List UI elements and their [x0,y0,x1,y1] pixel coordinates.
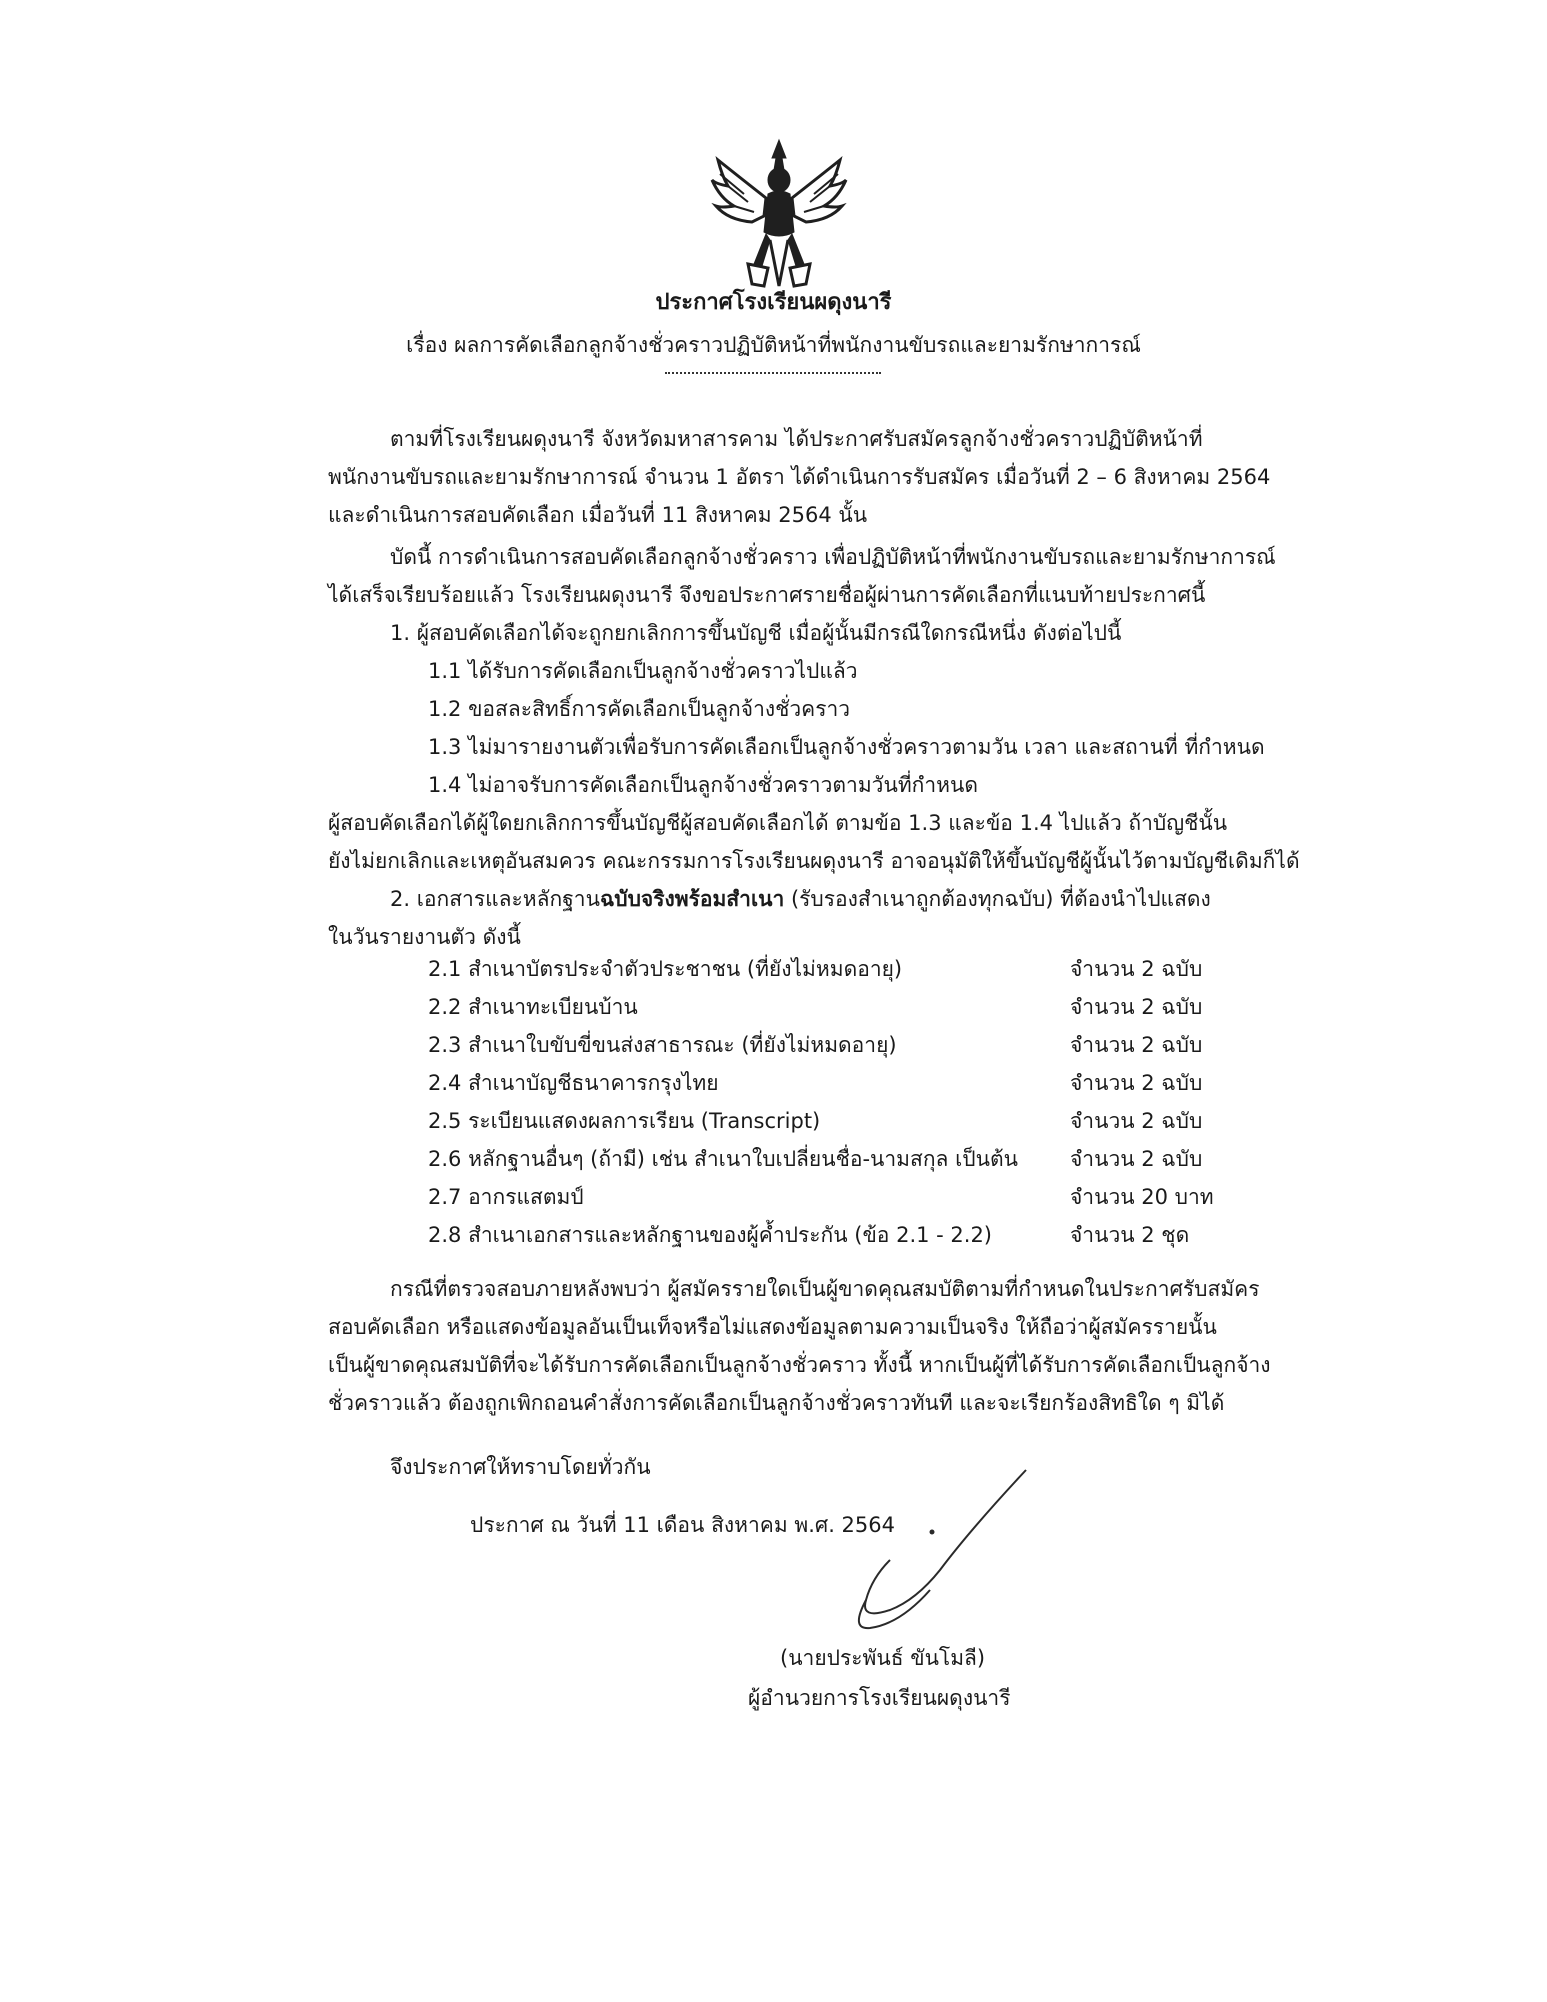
paragraph-now [328,538,1276,614]
announcement-subject: เรื่อง ผลการคัดเลือกลูกจ้างชั่วคราวปฏิบัติหน้าที่พนักงานขับรถและยามรักษาการณ์ [406,333,1141,357]
list-item [328,1216,1258,1254]
section-1 [328,614,1300,956]
list-item [328,1102,1258,1140]
doc-qty: จำนวน 2 ฉบับ [1070,995,1203,1019]
doc-qty: จำนวน 2 ชุด [1070,1223,1190,1247]
doc-label: 2.3 สำเนาใบขับขี่ขนส่งสาธารณะ (ที่ยังไม่หมดอายุ) [428,1033,897,1057]
section-2-heading-prefix: 2. เอกสารและหลักฐาน [390,887,600,911]
doc-label: 2.4 สำเนาบัญชีธนาคารกรุงไทย [428,1071,719,1095]
section-2-heading-bold: ฉบับจริงพร้อมสำเนา [599,887,785,911]
doc-qty: จำนวน 2 ฉบับ [1070,1147,1203,1171]
doc-label: 2.1 สำเนาบัตรประจำตัวประชาชน (ที่ยังไม่หมดอายุ) [428,957,903,981]
list-item [328,988,1258,1026]
announce-line: จึงประกาศให้ทราบโดยทั่วกัน [390,1455,651,1479]
text-line: บัดนี้ การดำเนินการสอบคัดเลือกลูกจ้างชั่วคราว เพื่อปฏิบัติหน้าที่พนักงานขับรถและยามรักษาการณ์ [390,545,1276,569]
doc-qty: จำนวน 20 บาท [1070,1185,1214,1209]
text-line: ตามที่โรงเรียนผดุงนารี จังหวัดมหาสารคาม ได้ประกาศรับสมัครลูกจ้างชั่วคราวปฏิบัติหน้าที่ [390,427,1203,451]
doc-label: 2.8 สำเนาเอกสารและหลักฐานของผู้ค้ำประกัน (ข้อ 2.1 - 2.2) [428,1223,992,1247]
doc-label: 2.6 หลักฐานอื่นๆ (ถ้ามี) เช่น สำเนาใบเปลี่ยนชื่อ-นามสกุล เป็นต้น [428,1147,1018,1171]
text-line: และดำเนินการสอบคัดเลือก เมื่อวันที่ 11 สิงหาคม 2564 นั้น [328,503,868,527]
doc-label: 2.5 ระเบียนแสดงผลการเรียน (Transcript) [428,1109,821,1133]
signer-name: (นายประพันธ์ ขันโมลี) [780,1646,986,1670]
list-item: 1.1 ได้รับการคัดเลือกเป็นลูกจ้างชั่วคราวไปแล้ว [428,659,858,683]
list-item [328,1178,1258,1216]
text-line: กรณีที่ตรวจสอบภายหลังพบว่า ผู้สมัครรายใดเป็นผู้ขาดคุณสมบัติตามที่กำหนดในประกาศรับสมัคร [390,1277,1260,1301]
text-line: พนักงานขับรถและยามรักษาการณ์ จำนวน 1 อัตรา ได้ดำเนินการรับสมัคร เมื่อวันที่ 2 – 6 สิงหาคม 2564 [328,465,1271,489]
doc-qty: จำนวน 2 ฉบับ [1070,1033,1203,1057]
text-line: สอบคัดเลือก หรือแสดงข้อมูลอันเป็นเท็จหรือไม่แสดงข้อมูลตามความเป็นจริง ให้ถือว่าผู้สมัครรายนั้น [328,1315,1217,1339]
section-2-heading-suffix: (รับรองสำเนาถูกต้องทุกฉบับ) ที่ต้องนำไปแสดง [784,887,1211,911]
signer-title: ผู้อำนวยการโรงเรียนผดุงนารี [748,1686,1011,1710]
paragraph-disqualification [328,1270,1271,1422]
text-line: ได้เสร็จเรียบร้อยแล้ว โรงเรียนผดุงนารี จึงขอประกาศรายชื่อผู้ผ่านการคัดเลือกที่แนบท้ายประกาศนี้ [328,583,1206,607]
section-1-heading: 1. ผู้สอบคัดเลือกได้จะถูกยกเลิกการขึ้นบัญชี เมื่อผู้นั้นมีกรณีใดกรณีหนึ่ง ดังต่อไปนี้ [390,621,1122,645]
section-1-note: ผู้สอบคัดเลือกได้ผู้ใดยกเลิกการขึ้นบัญชีผู้สอบคัดเลือกได้ ตามข้อ 1.3 และข้อ 1.4 ไปแล้ว ถ้าบัญชีนั้น [328,811,1228,835]
list-item: 1.3 ไม่มารายงานตัวเพื่อรับการคัดเลือกเป็นลูกจ้างชั่วคราวตามวัน เวลา และสถานที่ ที่กำหนด [428,735,1265,759]
paragraph-intro [328,420,1271,534]
doc-label: 2.2 สำเนาทะเบียนบ้าน [428,995,638,1019]
list-item: 1.2 ขอสละสิทธิ์การคัดเลือกเป็นลูกจ้างชั่วคราว [428,697,851,721]
list-item: 1.4 ไม่อาจรับการคัดเลือกเป็นลูกจ้างชั่วคราวตามวันที่กำหนด [428,773,978,797]
section-1-note: ยังไม่ยกเลิกและเหตุอันสมควร คณะกรรมการโรงเรียนผดุงนารี อาจอนุมัติให้ขึ้นบัญชีผู้นั้นไว้ตามบัญชีเดิมก็ได้ [328,849,1300,873]
doc-qty: จำนวน 2 ฉบับ [1070,1071,1203,1095]
doc-qty: จำนวน 2 ฉบับ [1070,1109,1203,1133]
doc-label: 2.7 อากรแสตมป์ [428,1185,584,1209]
list-item [328,1064,1258,1102]
text-line: เป็นผู้ขาดคุณสมบัติที่จะได้รับการคัดเลือกเป็นลูกจ้างชั่วคราว ทั้งนี้ หากเป็นผู้ที่ได้รับการคัดเลือกเป็นลูกจ้าง [328,1353,1271,1377]
signature-icon [820,1460,1050,1660]
section-2-heading-line2: ในวันรายงานตัว ดังนี้ [328,925,521,949]
list-item [328,1026,1258,1064]
dotted-divider [665,372,881,374]
date-line: ประกาศ ณ วันที่ 11 เดือน สิงหาคม พ.ศ. 2564 [470,1513,895,1537]
list-item [328,1140,1258,1178]
doc-qty: จำนวน 2 ฉบับ [1070,957,1203,981]
announcement-title: ประกาศโรงเรียนผดุงนารี [655,290,892,315]
text-line: ชั่วคราวแล้ว ต้องถูกเพิกถอนคำสั่งการคัดเลือกเป็นลูกจ้างชั่วคราวทันที และจะเรียกร้องสิทธิใด ๆ มิได้ [328,1391,1225,1415]
garuda-emblem-icon [708,136,850,294]
section-2-heading [328,880,1258,918]
list-item [328,950,1258,988]
document-list [328,950,1258,1254]
